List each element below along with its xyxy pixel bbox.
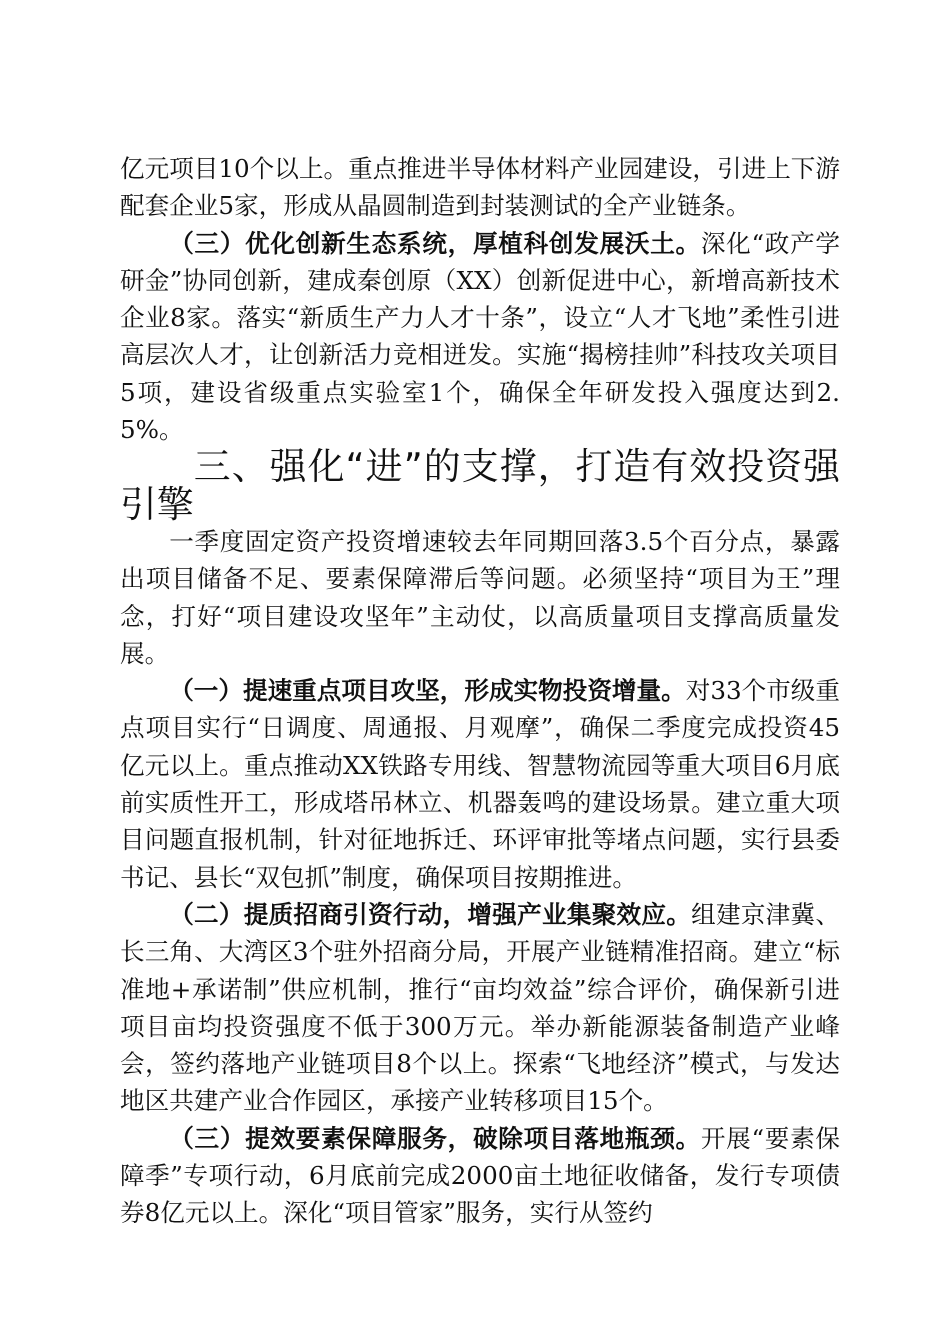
paragraph-key-projects <box>120 672 840 896</box>
paragraph-innovation-body: 深化“政产学研金”协同创新，建成秦创原（XX）创新促进中心，新增高新技术企业8家。落实“新质生产力人才十条”，设立“人才飞地”柔性引进高层次人才，让创新活力竞相迸发。实施“揭榜挂帅”科技攻关项目5项，建设省级重点实验室1个，确保全年研发投入强度达到2.5%。 <box>120 228 840 445</box>
paragraph-investment-intro: 一季度固定资产投资增速较去年同期回落3.5个百分点，暴露出项目储备不足、要素保障滞后等问题。必须坚持“项目为王”理念，打好“项目建设攻坚年”主动仗，以高质量项目支撑高质量发展。 <box>120 526 840 668</box>
section-heading-investment: 三、强化“进”的支撑，打造有效投资强引擎 <box>120 445 840 526</box>
paragraph-factor-guarantee <box>120 1120 840 1232</box>
paragraph-key-projects-body: 对33个市级重点项目实行“日调度、周通报、月观摩”，确保二季度完成投资45亿元以上。重点推动XX铁路专用线、智慧物流园等重大项目6月底前实质性开工，形成塔吊林立、机器轰鸣的建设场景。建立重大项目问题直报机制，针对征地拆迁、环评审批等堵点问题，实行县委书记、县长“双包抓”制度，确保项目按期推进。 <box>120 676 840 892</box>
paragraph-investment-attraction-body: 组建京津冀、长三角、大湾区3个驻外招商分局，开展产业链精准招商。建立“标准地+承诺制”供应机制，推行“亩均效益”综合评价，确保新引进项目亩均投资强度不低于300万元。举办新能源装备制造产业峰会，签约落地产业链项目8个以上。探索“飞地经济”模式，与发达地区共建产业合作园区，承接产业转移项目15个。 <box>120 899 840 1116</box>
paragraph-investment-attraction <box>120 896 840 1120</box>
document-page <box>120 150 840 1232</box>
paragraph-factor-guarantee-body: 开展“要素保障季”专项行动，6月底前完成2000亩土地征收储备，发行专项债券8亿元以上。深化“项目管家”服务，实行从签约 <box>120 1123 840 1228</box>
subheading-innovation: （三）优化创新生态系统，厚植科创发展沃土。 <box>169 228 701 258</box>
paragraph-innovation <box>120 225 840 449</box>
paragraph-continued: 亿元项目10个以上。重点推进半导体材料产业园建设，引进上下游配套企业5家，形成从晶圆制造到封装测试的全产业链条。 <box>120 154 840 221</box>
subheading-factor-guarantee: （三）提效要素保障服务，破除项目落地瓶颈。 <box>169 1123 701 1153</box>
subheading-key-projects: （一）提速重点项目攻坚，形成实物投资增量。 <box>169 676 686 706</box>
subheading-investment-attraction: （二）提质招商引资行动，增强产业集聚效应。 <box>169 899 692 929</box>
